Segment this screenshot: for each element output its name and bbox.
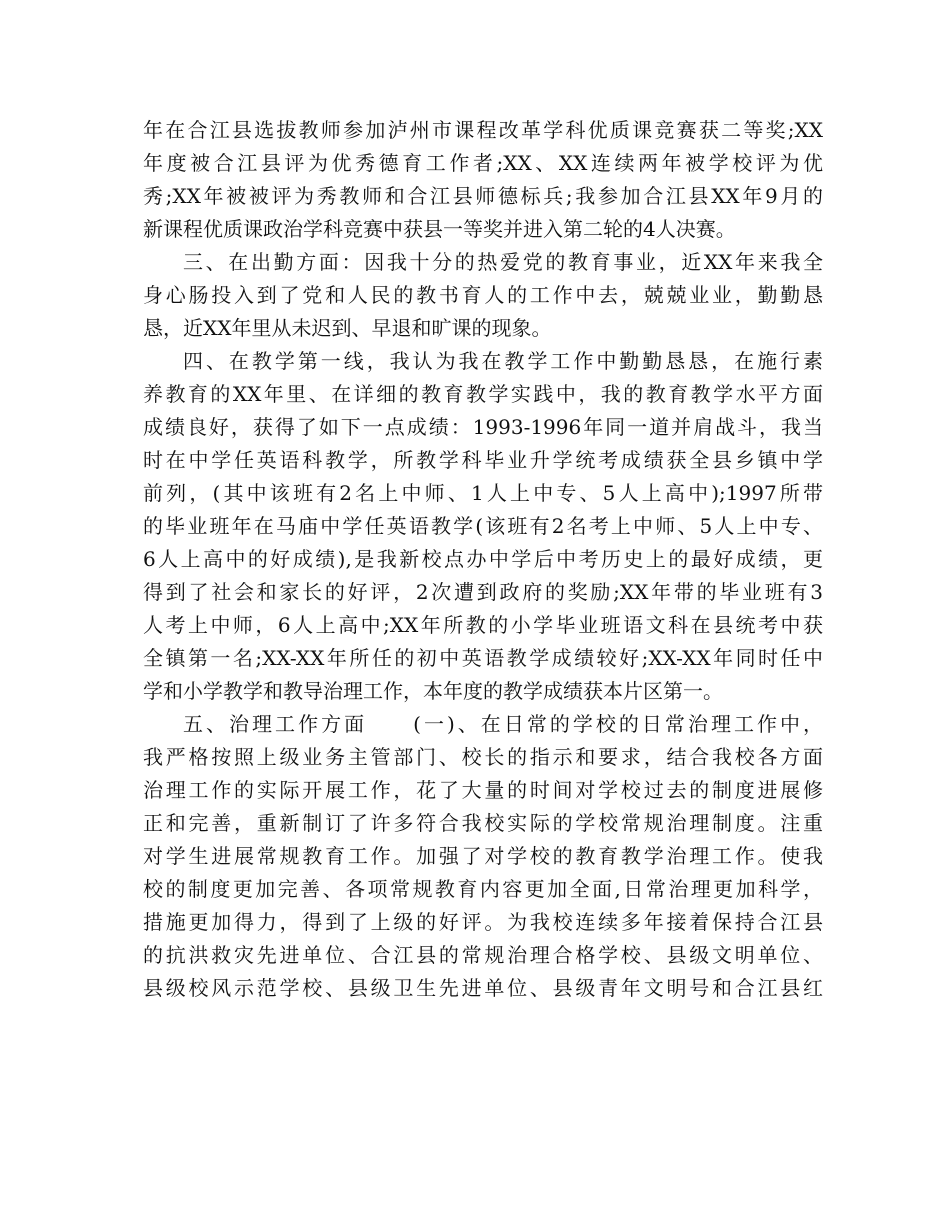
text-line: 措施更加得力，得到了上级的好评。为我校连续多年接着保持合江县 [143, 910, 823, 934]
text-line: 县级校风示范学校、县级卫生先进单位、县级青年文明号和合江县红 [143, 976, 823, 1000]
paragraph-attendance [143, 246, 823, 345]
text-line: 新课程优质课政治学科竞赛中获县一等奖并进入第二轮的4人决赛。 [143, 217, 736, 241]
text-line: 我严格按照上级业务主管部门、校长的指示和要求，结合我校各方面 [143, 745, 823, 769]
text-line: 治理工作的实际开展工作，花了大量的时间对学校过去的制度进展修 [143, 778, 823, 802]
document-body [143, 114, 823, 1005]
paragraph-awards [143, 114, 823, 246]
text-line: 校的制度更加完善、各项常规教育内容更加全面,日常治理更加科学， [143, 877, 823, 901]
text-line: 成绩良好，获得了如下一点成绩：1993-1996年同一道并肩战斗，我当 [143, 415, 823, 439]
paragraph-teaching [143, 345, 823, 708]
text-line: 全镇第一名;XX-XX年所任的初中英语教学成绩较好;XX-XX年同时任中 [143, 646, 823, 670]
text-line: 人考上中师，6人上高中;XX年所教的小学毕业班语文科在县统考中获 [143, 613, 823, 637]
text-line: 年度被合江县评为优秀德育工作者;XX、XX连续两年被学校评为优 [143, 151, 823, 175]
text-line: 秀;XX年被被评为秀教师和合江县师德标兵;我参加合江县XX年9月的 [143, 184, 823, 208]
text-line: 四、在教学第一线，我认为我在教学工作中勤勤恳恳，在施行素 [183, 349, 823, 373]
text-line: 正和完善，重新制订了许多符合我校实际的学校常规治理制度。注重 [143, 811, 823, 835]
text-line: 三、在出勤方面：因我十分的热爱党的教育事业，近XX年来我全 [183, 250, 823, 274]
text-line: 6人上高中的好成绩),是我新校点办中学后中考历史上的最好成绩，更 [143, 547, 823, 571]
text-line: 对学生进展常规教育工作。加强了对学校的教育教学治理工作。使我 [143, 844, 823, 868]
text-line: 前列，(其中该班有2名上中师、1人上中专、5人上高中);1997所带 [143, 481, 823, 505]
paragraph-management [143, 708, 823, 1005]
text-line: 身心肠投入到了党和人民的教书育人的工作中去，兢兢业业，勤勤恳 [143, 283, 823, 307]
text-line: 时在中学任英语科教学，所教学科毕业升学统考成绩获全县乡镇中学 [143, 448, 823, 472]
text-line: 五、治理工作方面 (一)、在日常的学校的日常治理工作中， [183, 712, 823, 736]
text-line: 恳，近XX年里从未迟到、早退和旷课的现象。 [143, 316, 552, 340]
text-line: 的抗洪救灾先进单位、合江县的常规治理合格学校、县级文明单位、 [143, 943, 823, 967]
text-line: 学和小学教学和教导治理工作，本年度的教学成绩获本片区第一。 [143, 679, 723, 703]
text-line: 年在合江县选拔教师参加泸州市课程改革学科优质课竞赛获二等奖;XX [143, 118, 823, 142]
text-line: 的毕业班年在马庙中学任英语教学(该班有2名考上中师、5人上中专、 [143, 514, 823, 538]
text-line: 养教育的XX年里、在详细的教育教学实践中，我的教育教学水平方面 [143, 382, 823, 406]
text-line: 得到了社会和家长的好评，2次遭到政府的奖励;XX年带的毕业班有3 [143, 580, 823, 604]
